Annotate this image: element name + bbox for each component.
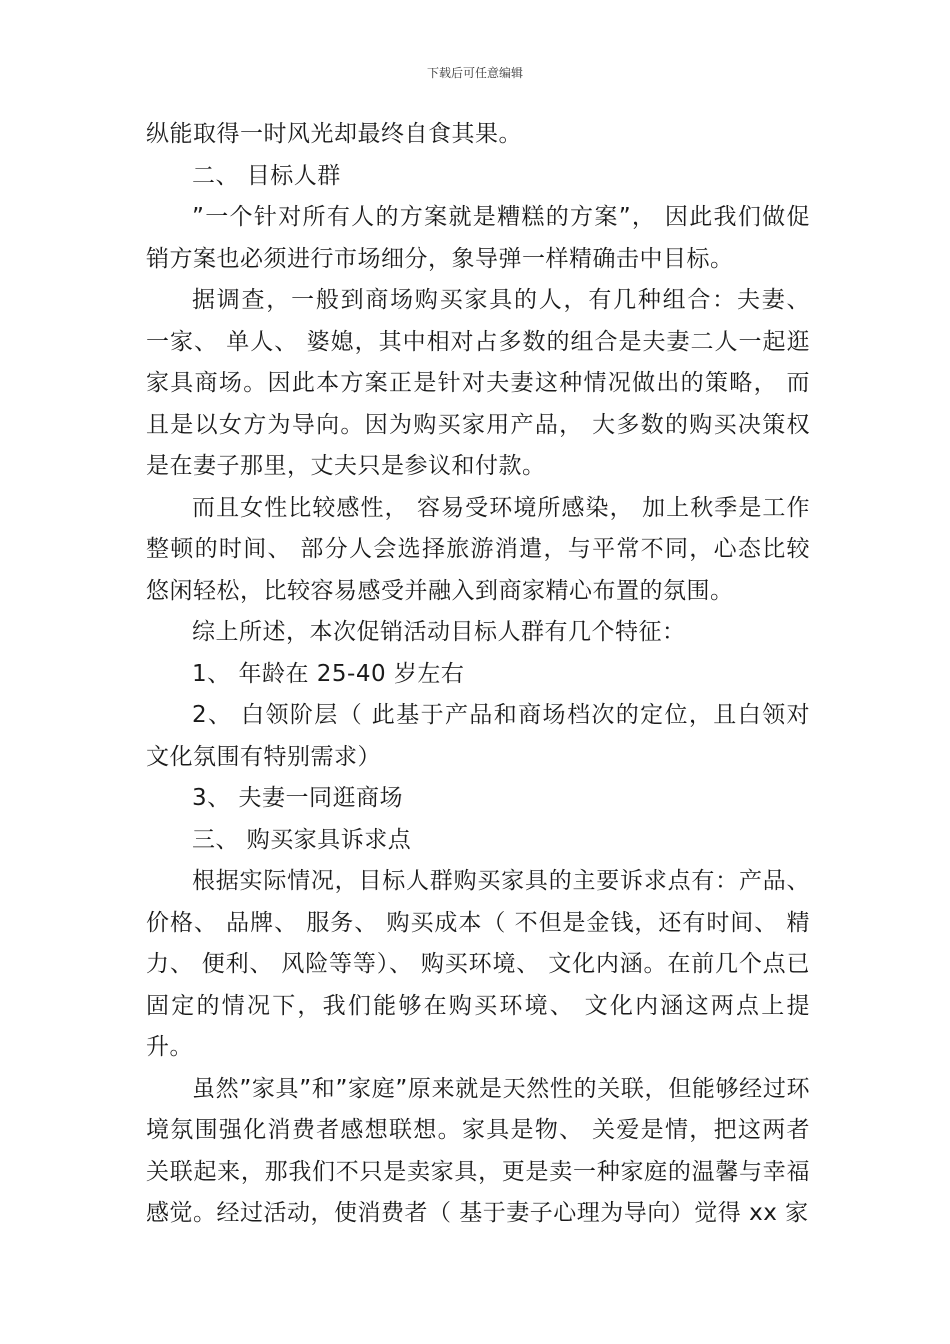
section-heading-appeal-points: 三、 购买家具诉求点 [192, 826, 412, 853]
paragraph-continuation: 纵能取得一时风光却最终自食其果。 [146, 121, 522, 147]
document-body [146, 114, 810, 1235]
paragraph: 虽然”家具”和”家庭”原来就是天然性的关联，但能够经过环境氛围强化消费者感想联想。家具是物、 关爱是情，把这两者关联起来，那我们不只是卖家具，更是卖一种家庭的温馨与幸福感觉。经过活动，使消费者（ 基于妻子心理为导向）觉得 xx 家 [146, 1075, 810, 1226]
list-item: 3、 夫妻一同逛商场 [192, 785, 403, 811]
paragraph: 据调查，一般到商场购买家具的人，有几种组合：夫妻、 一家、 单人、 婆媳，其中相对占多数的组合是夫妻二人一起逛家具商场。因此本方案正是针对夫妻这种情况做出的策略， 而且是以女方为导向。因为购买家用产品， 大多数的购买决策权是在妻子那里，丈夫只是参议和付款。 [146, 287, 810, 479]
paragraph: 综上所述，本次促销活动目标人群有几个特征： [192, 619, 686, 645]
paragraph: ”一个针对所有人的方案就是糟糕的方案”， 因此我们做促销方案也必须进行市场细分，象导弹一样精确击中目标。 [146, 204, 810, 272]
paragraph: 而且女性比较感性， 容易受环境所感染， 加上秋季是工作整顿的时间、 部分人会选择旅游消遣，与平常不同，心态比较悠闲轻松，比较容易感受并融入到商家精心布置的氛围。 [146, 494, 810, 604]
list-item: 2、 白领阶层（ 此基于产品和商场档次的定位，且白领对文化氛围有特别需求） [146, 702, 810, 770]
list-item: 1、 年龄在 25-40 岁左右 [192, 660, 465, 687]
section-heading-target-group: 二、 目标人群 [192, 162, 341, 189]
paragraph: 根据实际情况，目标人群购买家具的主要诉求点有：产品、价格、 品牌、 服务、 购买成本（ 不但是金钱，还有时间、 精力、 便利、 风险等等）、 购买环境、 文化内涵。在前几个点已固定的情况下，我们能够在购买环境、 文化内涵这两点上提升。 [146, 868, 810, 1060]
page-header: 下载后可任意编辑 [426, 66, 523, 80]
